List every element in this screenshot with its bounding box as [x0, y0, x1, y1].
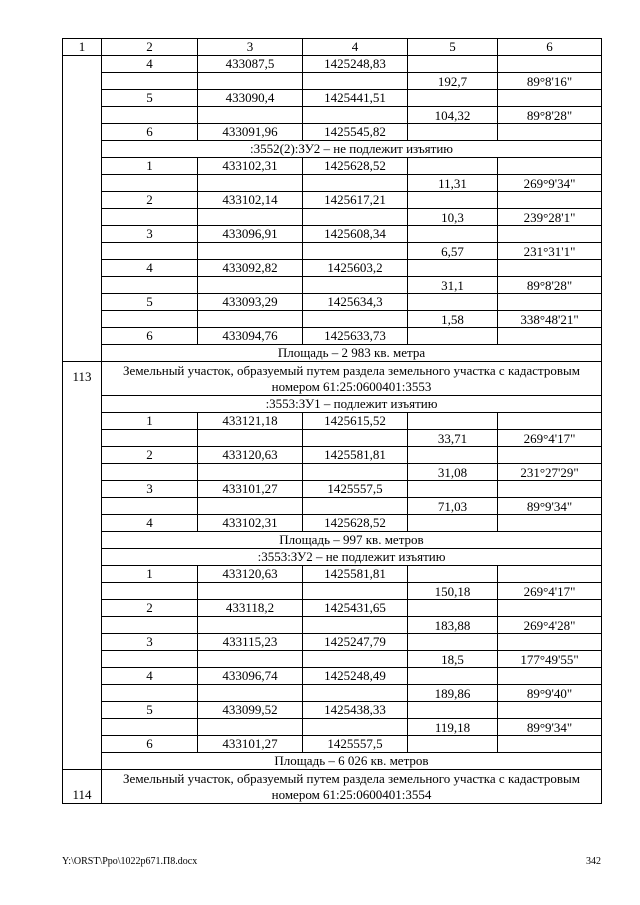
point-number: 1	[102, 158, 198, 175]
subplot-heading: :3552(2):ЗУ2 – не подлежит изъятию	[102, 141, 602, 158]
angle-cell	[498, 668, 602, 685]
point-number	[102, 175, 198, 192]
table-header-row	[63, 39, 602, 56]
table-row-seg	[63, 583, 602, 600]
table-row-seg	[63, 107, 602, 124]
table-row-pt	[63, 736, 602, 753]
angle-value: 89°8'16"	[498, 73, 602, 90]
angle-cell	[498, 56, 602, 73]
coord-y	[303, 583, 408, 600]
coord-x	[198, 464, 303, 481]
document-sheet	[62, 38, 601, 804]
table-row-pt	[63, 634, 602, 651]
point-number: 2	[102, 192, 198, 209]
coord-x	[198, 719, 303, 736]
coord-x	[198, 175, 303, 192]
coordinates-table-body	[63, 39, 602, 804]
coord-y	[303, 209, 408, 226]
distance-cell	[408, 736, 498, 753]
table-row-pt	[63, 328, 602, 345]
distance-value: 18,5	[408, 651, 498, 668]
header-cell: 1	[63, 39, 102, 56]
point-number: 4	[102, 515, 198, 532]
table-row-pt	[63, 702, 602, 719]
angle-cell	[498, 260, 602, 277]
point-number: 6	[102, 736, 198, 753]
table-row-area	[63, 753, 602, 770]
point-number	[102, 685, 198, 702]
coord-x: 433102,14	[198, 192, 303, 209]
point-number	[102, 430, 198, 447]
coord-y	[303, 243, 408, 260]
table-row-area	[63, 345, 602, 362]
table-row-pt	[63, 566, 602, 583]
header-cell: 2	[102, 39, 198, 56]
distance-cell	[408, 481, 498, 498]
distance-cell	[408, 124, 498, 141]
angle-value: 231°31'1"	[498, 243, 602, 260]
point-number	[102, 719, 198, 736]
angle-cell	[498, 90, 602, 107]
coord-y: 1425247,79	[303, 634, 408, 651]
angle-value: 269°4'17"	[498, 430, 602, 447]
distance-value: 150,18	[408, 583, 498, 600]
distance-cell	[408, 702, 498, 719]
table-row-seg	[63, 464, 602, 481]
coord-x: 433087,5	[198, 56, 303, 73]
angle-value: 239°28'1"	[498, 209, 602, 226]
coord-x	[198, 107, 303, 124]
header-cell: 6	[498, 39, 602, 56]
distance-cell	[408, 226, 498, 243]
coord-y	[303, 430, 408, 447]
angle-value: 269°4'28"	[498, 617, 602, 634]
coord-y: 1425633,73	[303, 328, 408, 345]
point-number: 4	[102, 56, 198, 73]
table-row-pt	[63, 413, 602, 430]
point-number: 2	[102, 447, 198, 464]
table-row-sub	[63, 549, 602, 566]
point-number: 1	[102, 413, 198, 430]
table-row-seg	[63, 209, 602, 226]
coord-y: 1425545,82	[303, 124, 408, 141]
angle-value: 231°27'29"	[498, 464, 602, 481]
distance-value: 183,88	[408, 617, 498, 634]
coord-y: 1425438,33	[303, 702, 408, 719]
coord-x	[198, 209, 303, 226]
coord-y	[303, 311, 408, 328]
angle-cell	[498, 702, 602, 719]
coord-x: 433091,96	[198, 124, 303, 141]
distance-cell	[408, 294, 498, 311]
distance-value: 10,3	[408, 209, 498, 226]
table-row-seg	[63, 277, 602, 294]
point-number: 2	[102, 600, 198, 617]
coord-x: 433101,27	[198, 481, 303, 498]
table-row-pt	[63, 90, 602, 107]
point-number: 5	[102, 702, 198, 719]
table-row-pt	[63, 260, 602, 277]
document-path: Y:\ORST\Ppo\1022p671.П8.docx	[62, 856, 198, 867]
table-row-pt	[63, 668, 602, 685]
coord-x: 433102,31	[198, 158, 303, 175]
point-number	[102, 617, 198, 634]
angle-cell	[498, 634, 602, 651]
subplot-heading: :3553:ЗУ2 – не подлежит изъятию	[102, 549, 602, 566]
coord-x: 433092,82	[198, 260, 303, 277]
distance-value: 31,08	[408, 464, 498, 481]
table-row-pt	[63, 192, 602, 209]
table-row-seg	[63, 685, 602, 702]
area-note: Площадь – 997 кв. метров	[102, 532, 602, 549]
coord-x: 433121,18	[198, 413, 303, 430]
table-row-sub	[63, 396, 602, 413]
angle-cell	[498, 226, 602, 243]
coord-y: 1425581,81	[303, 447, 408, 464]
lot-description: Земельный участок, образуемый путем раздела земельного участка с кадастровым номером 61:25:0600401:3553	[102, 362, 602, 396]
table-row-pt	[63, 481, 602, 498]
table-row-seg	[63, 498, 602, 515]
coord-y: 1425581,81	[303, 566, 408, 583]
coord-y: 1425557,5	[303, 481, 408, 498]
distance-value: 1,58	[408, 311, 498, 328]
angle-cell	[498, 481, 602, 498]
angle-cell	[498, 447, 602, 464]
angle-cell	[498, 192, 602, 209]
coord-y: 1425431,65	[303, 600, 408, 617]
coord-x	[198, 430, 303, 447]
area-note: Площадь – 2 983 кв. метра	[102, 345, 602, 362]
coord-y	[303, 73, 408, 90]
table-row-pt	[63, 124, 602, 141]
point-number	[102, 498, 198, 515]
coord-y: 1425615,52	[303, 413, 408, 430]
table-row-pt	[63, 600, 602, 617]
point-number: 5	[102, 294, 198, 311]
angle-value: 89°9'34"	[498, 498, 602, 515]
angle-cell	[498, 600, 602, 617]
coord-x	[198, 583, 303, 600]
coord-x	[198, 498, 303, 515]
lot-number-cell: 113	[63, 362, 102, 770]
distance-cell	[408, 328, 498, 345]
distance-value: 31,1	[408, 277, 498, 294]
point-number: 4	[102, 668, 198, 685]
lot-description: Земельный участок, образуемый путем раздела земельного участка с кадастровым номером 61:25:0600401:3554	[102, 770, 602, 804]
angle-value: 177°49'55"	[498, 651, 602, 668]
distance-value: 71,03	[408, 498, 498, 515]
table-row-pt	[63, 294, 602, 311]
table-row-pt	[63, 56, 602, 73]
table-row-pt	[63, 158, 602, 175]
distance-cell	[408, 600, 498, 617]
angle-value: 89°8'28"	[498, 107, 602, 124]
point-number: 3	[102, 634, 198, 651]
point-number	[102, 277, 198, 294]
angle-cell	[498, 413, 602, 430]
coord-x	[198, 73, 303, 90]
coord-y	[303, 617, 408, 634]
coord-x: 433101,27	[198, 736, 303, 753]
angle-cell	[498, 566, 602, 583]
page-number: 342	[586, 856, 601, 867]
angle-cell	[498, 158, 602, 175]
point-number: 4	[102, 260, 198, 277]
table-row-seg	[63, 617, 602, 634]
coord-y	[303, 498, 408, 515]
point-number	[102, 651, 198, 668]
table-row-seg	[63, 175, 602, 192]
coord-x	[198, 685, 303, 702]
table-row-pt	[63, 515, 602, 532]
coord-x: 433099,52	[198, 702, 303, 719]
angle-value: 89°9'40"	[498, 685, 602, 702]
coord-x	[198, 651, 303, 668]
distance-cell	[408, 90, 498, 107]
coord-x: 433094,76	[198, 328, 303, 345]
point-number	[102, 464, 198, 481]
distance-value: 189,86	[408, 685, 498, 702]
coord-x	[198, 617, 303, 634]
table-row-seg	[63, 73, 602, 90]
point-number: 1	[102, 566, 198, 583]
point-number	[102, 583, 198, 600]
distance-cell	[408, 668, 498, 685]
coord-y	[303, 651, 408, 668]
coord-x	[198, 243, 303, 260]
angle-value: 89°8'28"	[498, 277, 602, 294]
coord-x: 433096,74	[198, 668, 303, 685]
coord-y: 1425608,34	[303, 226, 408, 243]
distance-cell	[408, 447, 498, 464]
table-row-pt	[63, 226, 602, 243]
coord-y	[303, 277, 408, 294]
coord-y	[303, 719, 408, 736]
coord-x: 433102,31	[198, 515, 303, 532]
angle-value: 269°4'17"	[498, 583, 602, 600]
coord-x: 433118,2	[198, 600, 303, 617]
distance-cell	[408, 413, 498, 430]
table-row-desc	[63, 362, 602, 396]
coord-y	[303, 175, 408, 192]
coord-y: 1425557,5	[303, 736, 408, 753]
coord-y: 1425617,21	[303, 192, 408, 209]
coord-x: 433120,63	[198, 447, 303, 464]
header-cell: 4	[303, 39, 408, 56]
distance-cell	[408, 566, 498, 583]
coord-y: 1425628,52	[303, 158, 408, 175]
point-number	[102, 311, 198, 328]
table-row-pt	[63, 447, 602, 464]
coord-y: 1425441,51	[303, 90, 408, 107]
distance-value: 6,57	[408, 243, 498, 260]
point-number	[102, 209, 198, 226]
coord-y	[303, 464, 408, 481]
point-number: 5	[102, 90, 198, 107]
angle-cell	[498, 328, 602, 345]
angle-cell	[498, 736, 602, 753]
coord-x	[198, 277, 303, 294]
coord-x: 433115,23	[198, 634, 303, 651]
table-row-seg	[63, 430, 602, 447]
coord-y	[303, 107, 408, 124]
point-number: 6	[102, 328, 198, 345]
distance-value: 33,71	[408, 430, 498, 447]
area-note: Площадь – 6 026 кв. метров	[102, 753, 602, 770]
coord-y	[303, 685, 408, 702]
subplot-heading: :3553:ЗУ1 – подлежит изъятию	[102, 396, 602, 413]
angle-value: 338°48'21"	[498, 311, 602, 328]
header-cell: 3	[198, 39, 303, 56]
header-cell: 5	[408, 39, 498, 56]
distance-value: 119,18	[408, 719, 498, 736]
angle-cell	[498, 294, 602, 311]
coord-y: 1425634,3	[303, 294, 408, 311]
distance-cell	[408, 56, 498, 73]
distance-value: 104,32	[408, 107, 498, 124]
point-number	[102, 243, 198, 260]
lot-number-cell	[63, 56, 102, 362]
coord-y: 1425248,83	[303, 56, 408, 73]
coord-x: 433090,4	[198, 90, 303, 107]
point-number: 6	[102, 124, 198, 141]
distance-cell	[408, 260, 498, 277]
coord-y: 1425628,52	[303, 515, 408, 532]
angle-value: 89°9'34"	[498, 719, 602, 736]
distance-cell	[408, 515, 498, 532]
table-row-area	[63, 532, 602, 549]
coord-x: 433096,91	[198, 226, 303, 243]
point-number: 3	[102, 481, 198, 498]
table-row-seg	[63, 651, 602, 668]
table-row-sub	[63, 141, 602, 158]
table-row-desc	[63, 770, 602, 804]
distance-value: 192,7	[408, 73, 498, 90]
coord-x	[198, 311, 303, 328]
coord-x: 433093,29	[198, 294, 303, 311]
angle-value: 269°9'34"	[498, 175, 602, 192]
distance-value: 11,31	[408, 175, 498, 192]
point-number: 3	[102, 226, 198, 243]
table-row-seg	[63, 719, 602, 736]
angle-cell	[498, 515, 602, 532]
coord-y: 1425248,49	[303, 668, 408, 685]
distance-cell	[408, 192, 498, 209]
lot-number-cell: 114	[63, 770, 102, 804]
point-number	[102, 73, 198, 90]
table-row-seg	[63, 311, 602, 328]
distance-cell	[408, 634, 498, 651]
coord-x: 433120,63	[198, 566, 303, 583]
point-number	[102, 107, 198, 124]
angle-cell	[498, 124, 602, 141]
distance-cell	[408, 158, 498, 175]
table-row-seg	[63, 243, 602, 260]
coord-y: 1425603,2	[303, 260, 408, 277]
coordinates-table	[62, 38, 602, 804]
